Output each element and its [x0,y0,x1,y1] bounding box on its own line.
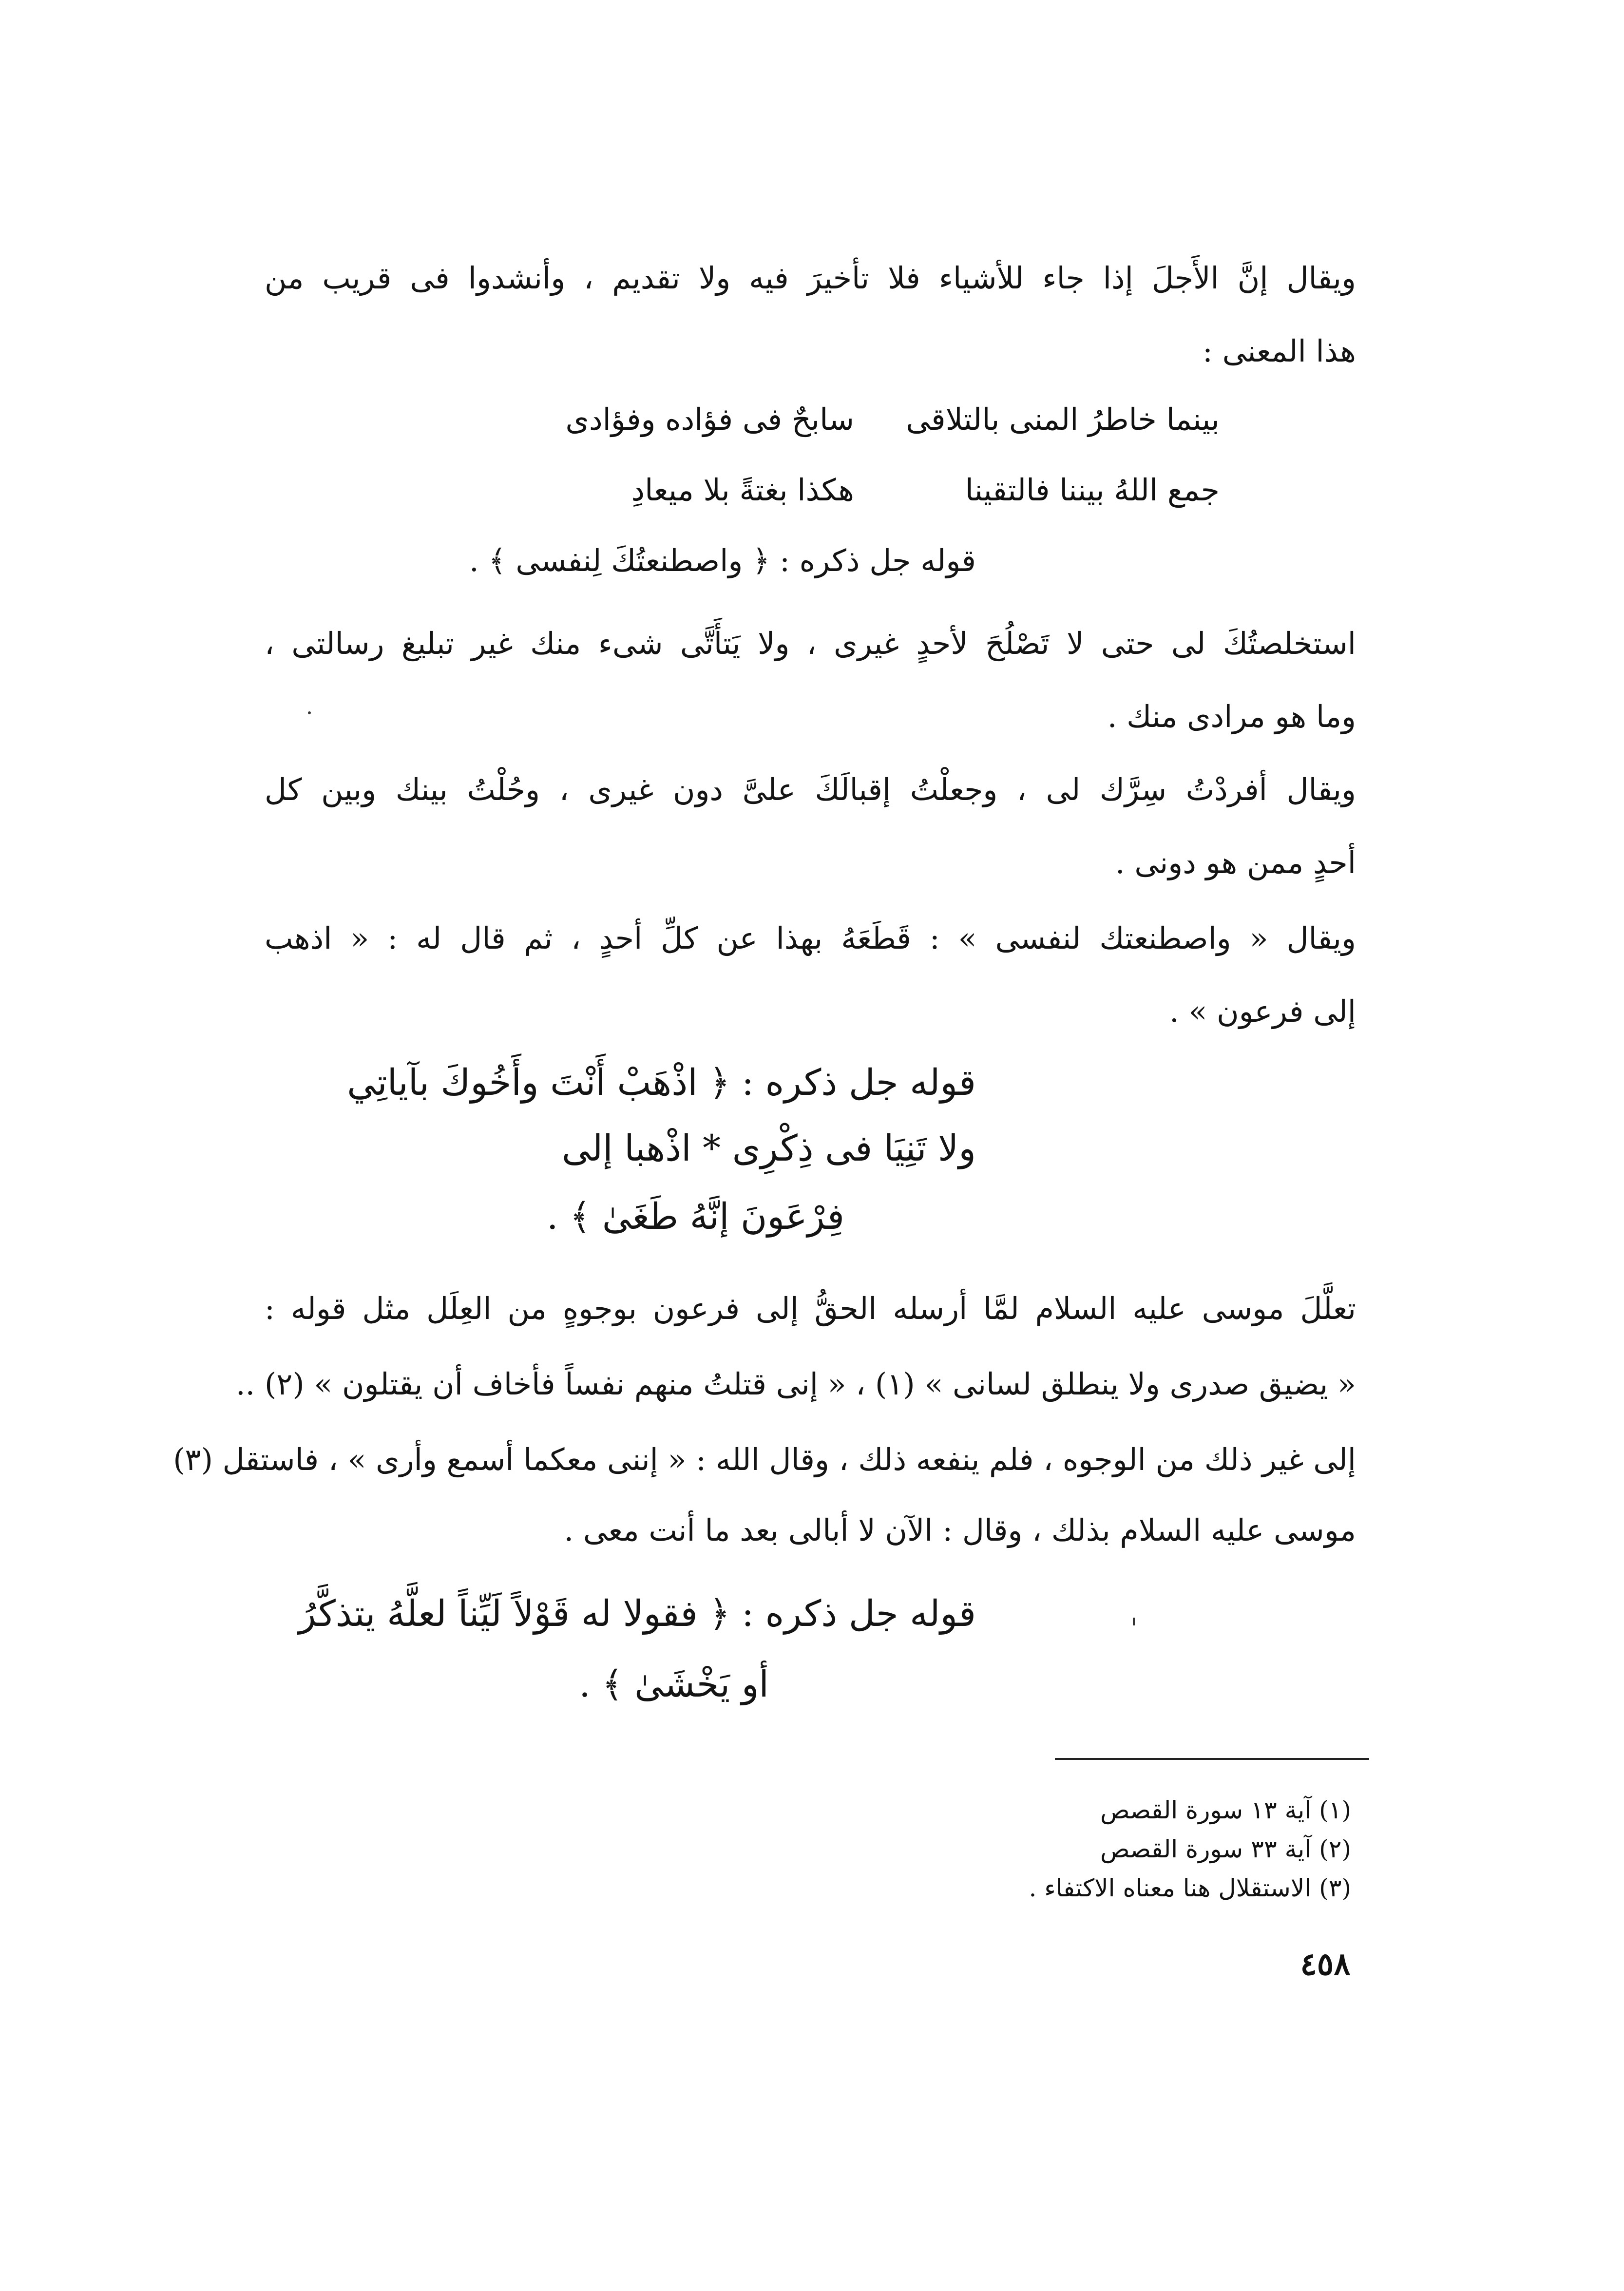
footnote: (٢) آية ٣٣ سورة القصص [1100,1835,1351,1863]
verse-text-line: أو يَخْشَىٰ ﴾ . [579,1663,769,1705]
footnote: (١) آية ١٣ سورة القصص [1100,1796,1351,1824]
footnote-separator [1055,1758,1369,1760]
poetry-hemistich-first: بينما خاطرُ المنى بالتلاقى [906,401,1220,437]
verse-text-line: فِرْعَونَ إنَّهُ طَغَىٰ ﴾ . [546,1196,844,1238]
paragraph-line: موسى عليه السلام بذلك ، وقال : الآن لا أبالى بعد ما أنت معى . [564,1512,1356,1548]
poetry-hemistich-second: سابحٌ فى فؤاده وفؤادى [565,401,854,437]
paragraph-line: ويقال أفردْتُ سِرَّك لى ، وجعلْتُ إقبالَكَ علىَّ دون غيرى ، وحُلْتُ بينك وبين كل [265,772,1356,807]
verse-heading: قوله جل ذكره : ﴿ فقولا له قَوْلاً لَيِّناً لعلَّهُ يتذكَّرُ [298,1593,976,1635]
verse-heading: قوله جل ذكره : ﴿ اذْهَبْ أَنْتَ وأَخُوكَ بآياتِي [347,1062,976,1104]
page-number: ٤٥٨ [1300,1946,1351,1983]
verse-heading: قوله جل ذكره : ﴿ واصطنعتُكَ لِنفسى ﴾ . [469,543,976,578]
paragraph-line: أحدٍ ممن هو دونى . [1115,845,1356,880]
paragraph-line: وما هو مرادى منك . [1107,699,1356,734]
poetry-verse [464,472,1220,519]
print-speck [308,711,311,714]
poetry-verse [464,401,1220,448]
paragraph-line: هذا المعنى : [1202,333,1356,369]
verse-text-line: ولا تَنِيَا فى ذِكْرِى * اذْهبا إلى [561,1127,976,1169]
footnote: (٣) الاستقلال هنا معناه الاكتفاء . [1029,1874,1351,1902]
print-speck [1133,1618,1135,1625]
paragraph-line: ويقال « واصطنعتك لنفسى » : قَطَعَهُ بهذا عن كلِّ أحدٍ ، ثم قال له : « اذهب [265,920,1356,956]
paragraph-line: تعلَّلَ موسى عليه السلام لمَّا أرسله الحقُّ إلى فرعون بوجوهٍ من العِلَل مثل قوله : [265,1291,1356,1326]
poetry-hemistich-second: هكذا بغتةً بلا ميعادِ [631,472,854,508]
paragraph-line: ويقال إنَّ الأَجلَ إذا جاء للأشياء فلا تأخيرَ فيه ولا تقديم ، وأنشدوا فى قريب من [265,260,1356,296]
poetry-hemistich-first: جمع اللهُ بيننا فالتقينا [965,472,1220,508]
paragraph-line: إلى فرعون » . [1169,993,1356,1029]
paragraph-line: إلى غير ذلك من الوجوه ، فلم ينفعه ذلك ، وقال الله : « إننى معكما أسمع وأرى » ، فاستقل (٣) [173,1442,1356,1477]
paragraph-line: استخلصتُكَ لى حتى لا تَصْلُحَ لأحدٍ غيرى ، ولا يَتأَتَّى شىء منك غير تبليغ رسالتى ، [265,626,1356,661]
paragraph-line: « يضيق صدرى ولا ينطلق لسانى » (١) ، « إنى قتلتُ منهم نفساً فأخاف أن يقتلون » (٢) .. [235,1366,1356,1402]
